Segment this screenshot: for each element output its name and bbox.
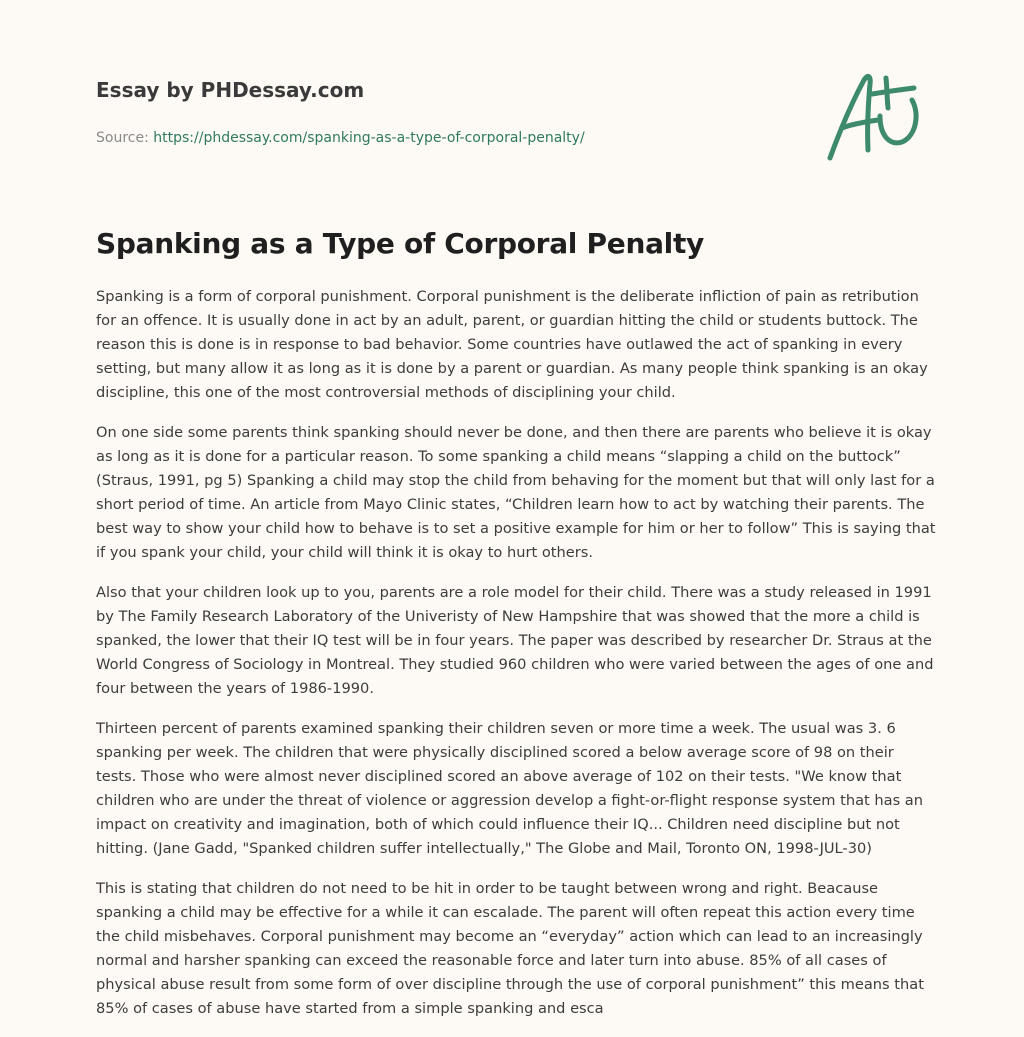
a-plus-grade-logo: [820, 66, 930, 166]
essay-body: [96, 285, 936, 1037]
essay-paragraph: Spanking is a form of corporal punishment. Corporal punishment is the deliberate infliction of pain as retribution for an offence. It is usually done in act by an adult, parent, or guardian hitting the child or students buttock. The reason this is done is in response to bad behavior. Some countries have outlawed the act of spanking in every setting, but many allow it as long as it is done by a parent or guardian. As many people think spanking is an okay discipline, this one of the most controversial methods of disciplining your child.: [96, 288, 928, 401]
source-link[interactable]: https://phdessay.com/spanking-as-a-type-of-corporal-penalty/: [153, 130, 585, 146]
essay-paragraph: This is stating that children do not need to be hit in order to be taught between wrong and right. Beacause spanking a child may be effective for a while it can escalade. The parent will often repeat this action every time the child misbehaves. Corporal punishment may become an “everyday” action which can lead to an increasingly normal and harsher spanking can exceed the reasonable force and later turn into abuse. 85% of all cases of physical abuse result from some form of over discipline through the use of corporal punishment” this means that 85% of cases of abuse have started from a simple spanking and esca: [96, 880, 924, 1017]
essay-paragraph: Also that your children look up to you, parents are a role model for their child. There was a study released in 1991 by The Family Research Laboratory of the Univeristy of New Hampshire that was showed that the more a child is spanked, the lower that their IQ test will be in four years. The paper was described by researcher Dr. Straus at the World Congress of Sociology in Montreal. They studied 960 children who were varied between the ages of one and four between the years of 1986-1990.: [96, 584, 934, 697]
essay-paragraph: On one side some parents think spanking should never be done, and then there are parents who believe it is okay as long as it is done for a particular reason. To some spanking a child means “slapping a child on the buttock” (Straus, 1991, pg 5) Spanking a child may stop the child from behaving for the moment but that will only last for a short period of time. An article from Mayo Clinic states, “Children learn how to act by watching their parents. The best way to show your child how to behave is to set a positive example for him or her to follow” This is saying that if you spank your child, your child will think it is okay to hurt others.: [96, 424, 936, 561]
a-plus-logo-icon: [820, 66, 930, 166]
site-title: Essay by PHDessay.com: [96, 78, 365, 102]
page-header: [96, 76, 816, 148]
source-label: Source:: [96, 130, 154, 146]
source-line: [96, 128, 816, 148]
essay-title: Spanking as a Type of Corporal Penalty: [96, 227, 705, 260]
essay-paragraph: Thirteen percent of parents examined spanking their children seven or more time a week. The usual was 3. 6 spanking per week. The children that were physically disciplined scored a below average score of 98 on their tests. Those who were almost never disciplined scored an above average of 102 on their tests. "We know that children who are under the threat of violence or aggression develop a fight-or-flight response system that has an impact on creativity and imagination, both of which could influence their IQ... Children need discipline but not hitting. (Jane Gadd, "Spanked children suffer intellectually," The Globe and Mail, Toronto ON, 1998-JUL-30): [96, 720, 924, 857]
